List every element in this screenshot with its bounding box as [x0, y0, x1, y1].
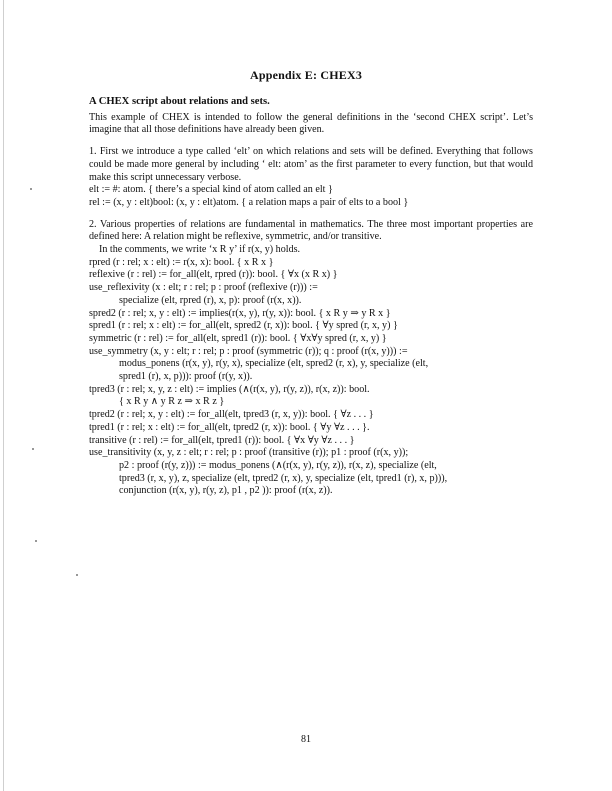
code-line: modus_ponens (r(x, y), r(y, x), specialize (elt, spred2 (r, x), y, specialize (elt,: [119, 358, 429, 370]
code-line: use_reflexivity (x : elt; r : rel; p : proof (reflexive (r))) :=: [89, 282, 318, 294]
code-line: tpred3 (r : rel; x, y, z : elt) := implies (∧(r(x, y), r(y, z)), r(x, z)): bool.: [89, 383, 370, 395]
section-2-code: [89, 257, 533, 498]
code-line: symmetric (r : rel) := for_all(elt, spred1 (r)): bool. { ∀x∀y spred (r, x, y) }: [89, 332, 387, 344]
section-2-text: 2. Various properties of relations are fundamental in mathematics. The three most important properties are defined here: A relation might be reflexive, symmetric, and/or transitive.: [89, 218, 533, 243]
margin-speck: [32, 448, 34, 450]
section-1-text: 1. First we introduce a type called ‘elt’ on which relations and sets will be defined. Everything that follows could be made more general by including ‘ elt: atom’ as the first parameter to every function, but that would make this script unnecessary verbose.: [89, 146, 533, 183]
code-line: use_symmetry (x, y : elt; r : rel; p : proof (symmetric (r)); q : proof (r(x, y))) :=: [89, 345, 408, 357]
document-body: [89, 96, 533, 498]
code-line: transitive (r : rel) := for_all(elt, tpred1 (r)): bool. { ∀x ∀y ∀z . . . }: [89, 434, 355, 446]
section-2-comment-note: In the comments, we write ‘x R y’ if r(x, y) holds.: [99, 244, 301, 256]
code-line: elt := #: atom. { there’s a special kind of atom called an elt }: [89, 184, 333, 196]
code-line: spred1 (r : rel; x : elt) := for_all(elt, spred2 (r, x)): bool. { ∀y spred (r, x, y) }: [89, 320, 398, 332]
code-line: specialize (elt, rpred (r), x, p): proof (r(x, x)).: [119, 294, 302, 306]
page-title: Appendix E: CHEX3: [249, 68, 363, 82]
code-line: p2 : proof (r(y, z))) := modus_ponens (∧(r(x, y), r(y, z)), r(x, z), specialize (elt,: [119, 459, 437, 471]
code-line: conjunction (r(x, y), r(y, z), p1 , p2 )): proof (r(x, z)).: [119, 485, 333, 497]
code-line: reflexive (r : rel) := for_all(elt, rpred (r)): bool. { ∀x (x R x) }: [89, 269, 338, 281]
code-line: { x R y ∧ y R z ⇒ x R z }: [119, 396, 225, 408]
code-line: spred2 (r : rel; x, y : elt) := implies(r(x, y), r(y, x)): bool. { x R y ⇒ y R x }: [89, 307, 391, 319]
code-line: tpred2 (r : rel; x, y : elt) := for_all(elt, tpred3 (r, x, y)): bool. { ∀z . . . }: [89, 409, 374, 421]
margin-speck: [30, 188, 32, 190]
code-line: tpred1 (r : rel; x : elt) := for_all(elt, tpred2 (r, x)): bool. { ∀y ∀z . . . }.: [89, 421, 370, 433]
intro-paragraph: This example of CHEX is intended to follow the general definitions in the ‘second CHEX script’. Let’s imagine that all those definitions have already been given.: [89, 111, 533, 136]
code-line: tpred3 (r, x, y), z, specialize (elt, tpred2 (r, x), y, specialize (elt, tpred1 (r), x, p))),: [119, 472, 448, 484]
page-number: 81: [301, 734, 311, 745]
code-line: use_transitivity (x, y, z : elt; r : rel; p : proof (transitive (r)); p1 : proof (r(x, y));: [89, 447, 409, 459]
code-line: rel := (x, y : elt)bool: (x, y : elt)atom. { a relation maps a pair of elts to a bool }: [89, 196, 409, 208]
code-line: spred1 (r), x, p))): proof (r(y, x)).: [119, 371, 253, 383]
code-line: rpred (r : rel; x : elt) := r(x, x): bool. { x R x }: [89, 256, 274, 268]
left-margin-rule: [3, 0, 4, 791]
margin-speck: [35, 540, 37, 542]
margin-speck: [76, 574, 78, 576]
section-heading: A CHEX script about relations and sets.: [89, 96, 270, 107]
section-1-code: [89, 184, 533, 209]
